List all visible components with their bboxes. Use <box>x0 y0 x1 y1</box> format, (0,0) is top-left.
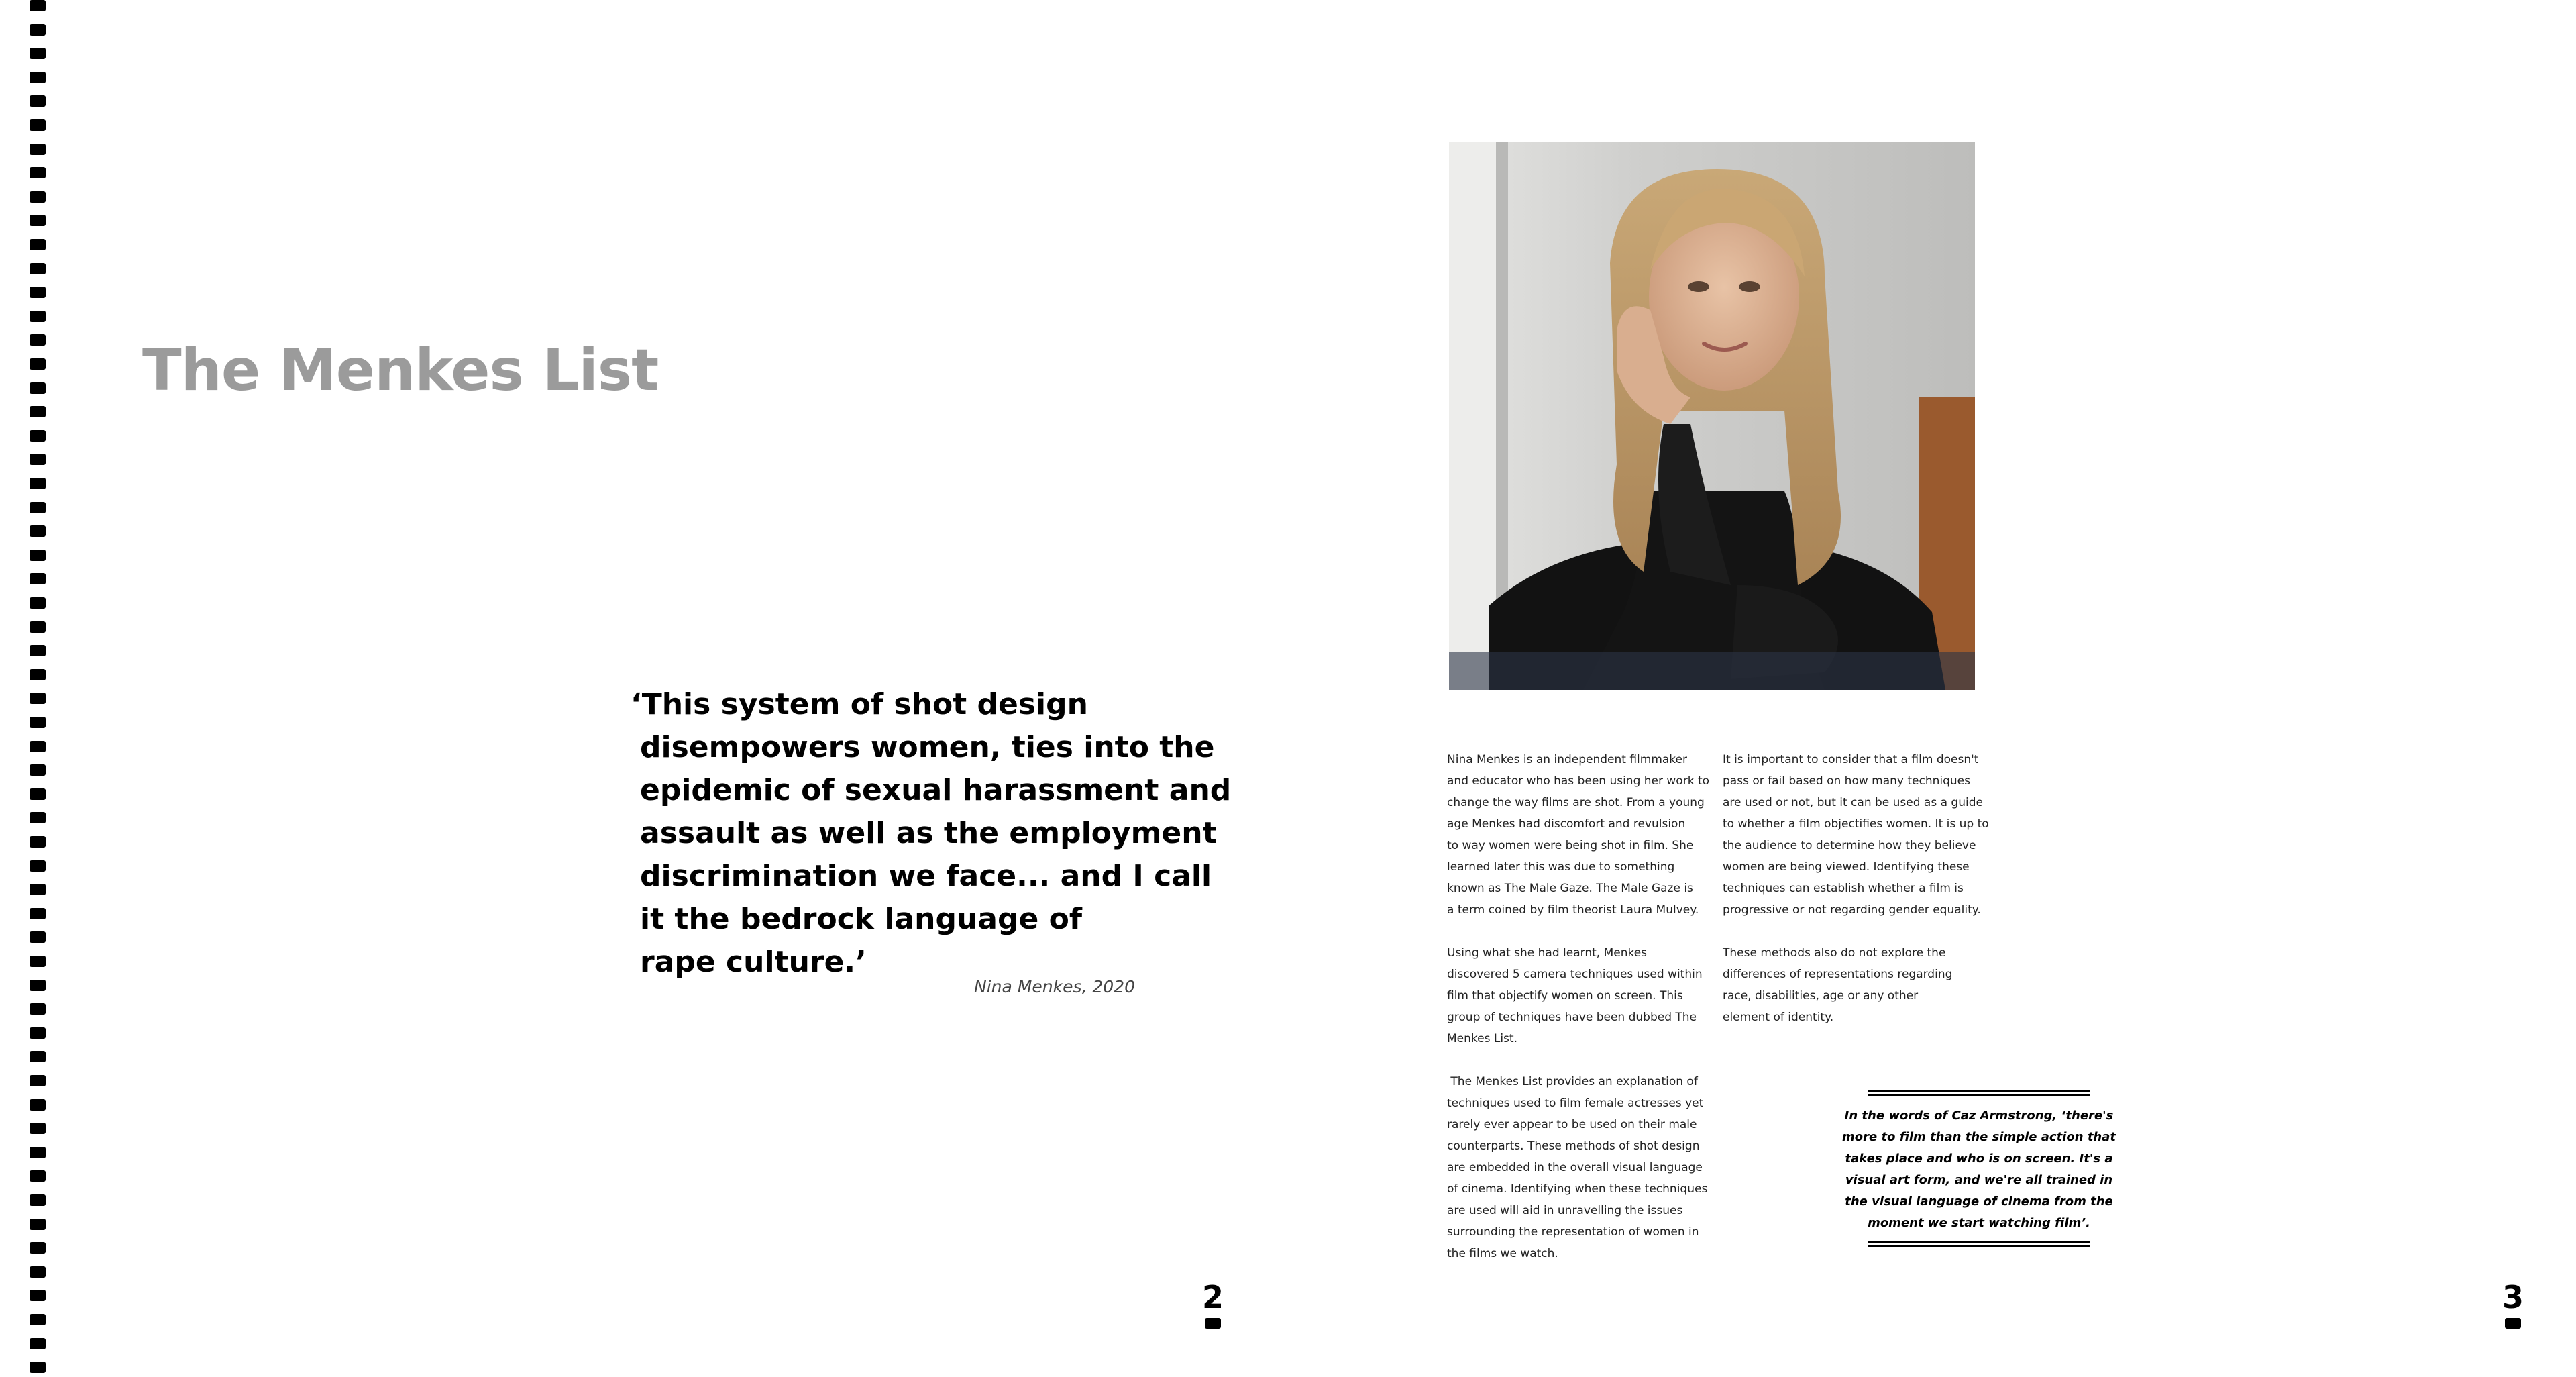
text-line: rarely ever appear to be used on their male <box>1447 1118 1697 1131</box>
portrait-photo <box>1449 142 1975 690</box>
body-column-1 <box>1447 749 1710 1264</box>
perforation-hole-icon <box>30 358 46 370</box>
text-line: differences of representations regarding <box>1723 968 1953 981</box>
text-line: a term coined by film theorist Laura Mulvey. <box>1447 903 1699 917</box>
top-double-rule <box>1868 1090 2090 1096</box>
perforation-hole-icon <box>30 956 46 967</box>
quote-line: rape culture.’ <box>640 945 867 979</box>
perforation-hole-icon <box>30 406 46 417</box>
perforation-hole-icon <box>30 144 46 155</box>
perforation-hole-icon <box>30 1170 46 1182</box>
text-line: These methods also do not explore the <box>1723 946 1946 960</box>
quote-line: disempowers women, ties into the <box>640 730 1215 764</box>
perforation-hole-icon <box>30 621 46 633</box>
page-marker-icon <box>2505 1318 2521 1329</box>
text-line: Using what she had learnt, Menkes <box>1447 946 1648 960</box>
perforation-hole-icon <box>30 48 46 59</box>
perforation-hole-icon <box>30 167 46 178</box>
perforation-hole-icon <box>30 95 46 107</box>
text-line: known as The Male Gaze. The Male Gaze is <box>1447 882 1693 895</box>
perforation-hole-icon <box>30 0 46 11</box>
perforation-hole-icon <box>30 1099 46 1111</box>
text-line: change the way films are shot. From a young <box>1447 796 1705 809</box>
perforation-hole-icon <box>30 693 46 704</box>
text-line: to way women were being shot in film. She <box>1447 839 1694 852</box>
text-line: progressive or not regarding gender equality. <box>1723 903 1981 917</box>
perforation-hole-icon <box>30 1362 46 1373</box>
page-number-left <box>1199 1279 1226 1329</box>
perforation-hole-icon <box>30 931 46 943</box>
text-line: element of identity. <box>1723 1011 1834 1024</box>
perforation-hole-icon <box>30 860 46 872</box>
text-line: surrounding the representation of women in <box>1447 1225 1699 1239</box>
perforation-hole-icon <box>30 1051 46 1062</box>
text-line: are used or not, but it can be used as a guide <box>1723 796 1983 809</box>
page-number-text: 2 <box>1201 1279 1224 1315</box>
perforation-hole-icon <box>30 263 46 274</box>
text-line: visual art form, and we're all trained in <box>1845 1173 2113 1187</box>
text-line: Nina Menkes is an independent filmmaker <box>1447 753 1687 766</box>
pull-quote <box>1838 1090 2120 1247</box>
text-line: women are being viewed. Identifying these <box>1723 860 1970 874</box>
paragraph <box>1723 749 1989 921</box>
perforation-hole-icon <box>30 788 46 800</box>
perforation-hole-icon <box>30 334 46 346</box>
text-line: the films we watch. <box>1447 1247 1558 1260</box>
text-line: techniques can establish whether a film is <box>1723 882 1964 895</box>
text-line: of cinema. Identifying when these techniques <box>1447 1182 1708 1196</box>
perforation-hole-icon <box>30 454 46 465</box>
text-line: the audience to determine how they believe <box>1723 839 1976 852</box>
perforation-hole-icon <box>30 1147 46 1158</box>
page-marker-icon <box>1205 1318 1221 1329</box>
text-line: counterparts. These methods of shot design <box>1447 1139 1700 1153</box>
quote-line: it the bedrock language of <box>640 902 1083 936</box>
bottom-double-rule <box>1868 1241 2090 1247</box>
perforation-hole-icon <box>30 884 46 895</box>
perforation-hole-icon <box>30 72 46 83</box>
perforation-hole-icon <box>30 597 46 609</box>
perforation-hole-icon <box>30 215 46 226</box>
paragraph <box>1447 749 1710 921</box>
paragraph <box>1447 1071 1708 1264</box>
text-line: film that objectify women on screen. This <box>1447 989 1683 1003</box>
text-line: Menkes List. <box>1447 1032 1517 1046</box>
text-line: the visual language of cinema from the <box>1845 1194 2113 1209</box>
perforation-hole-icon <box>30 311 46 322</box>
perforation-hole-icon <box>30 1075 46 1086</box>
perforation-hole-icon <box>30 287 46 298</box>
perforation-hole-icon <box>30 24 46 36</box>
text-line: age Menkes had discomfort and revulsion <box>1447 817 1686 831</box>
text-line: and educator who has been using her work to <box>1447 774 1710 788</box>
perforation-hole-icon <box>30 764 46 776</box>
perforation-hole-icon <box>30 980 46 991</box>
text-line: are embedded in the overall visual language <box>1447 1161 1703 1174</box>
body-column-2 <box>1723 749 1989 1028</box>
perforation-hole-icon <box>30 525 46 537</box>
perforation-hole-icon <box>30 741 46 752</box>
text-line: are used will aid in unravelling the issues <box>1447 1204 1683 1217</box>
quote-line: ‘This system of shot design <box>631 687 1088 721</box>
perforation-hole-icon <box>30 239 46 250</box>
menkes-quote <box>631 683 1232 984</box>
text-line: group of techniques have been dubbed The <box>1447 1011 1697 1024</box>
perforation-hole-icon <box>30 502 46 513</box>
page-title: The Menkes List <box>142 337 659 404</box>
text-line: discovered 5 camera techniques used within <box>1447 968 1703 981</box>
perforation-hole-icon <box>30 191 46 203</box>
perforation-hole-icon <box>30 812 46 823</box>
filmstrip-perforations <box>30 0 46 1377</box>
perforation-hole-icon <box>30 382 46 394</box>
text-line: The Menkes List provides an explanation of <box>1447 1075 1698 1088</box>
text-line: techniques used to film female actresses yet <box>1447 1096 1704 1110</box>
quote-attribution: Nina Menkes, 2020 <box>974 977 1135 997</box>
perforation-hole-icon <box>30 430 46 442</box>
perforation-hole-icon <box>30 1194 46 1206</box>
perforation-hole-icon <box>30 119 46 131</box>
text-line: In the words of Caz Armstrong, ‘there's <box>1844 1109 2114 1123</box>
text-line: It is important to consider that a film doesn't <box>1723 753 1979 766</box>
text-line: learned later this was due to something <box>1447 860 1675 874</box>
quote-line: assault as well as the employment <box>640 816 1217 850</box>
pull-quote-text <box>1838 1096 2120 1241</box>
page-number-text: 3 <box>2502 1279 2524 1315</box>
perforation-hole-icon <box>30 1314 46 1325</box>
text-line: race, disabilities, age or any other <box>1723 989 1919 1003</box>
text-line: pass or fail based on how many techniques <box>1723 774 1970 788</box>
portrait-image <box>1449 142 1975 690</box>
text-line: moment we start watching film’. <box>1868 1216 2090 1230</box>
paragraph <box>1447 942 1702 1050</box>
perforation-hole-icon <box>30 1027 46 1039</box>
perforation-hole-icon <box>30 478 46 489</box>
perforation-hole-icon <box>30 1219 46 1230</box>
perforation-hole-icon <box>30 1338 46 1349</box>
perforation-hole-icon <box>30 1003 46 1015</box>
text-line: more to film than the simple action that <box>1842 1130 2116 1144</box>
paragraph <box>1723 942 1978 1028</box>
quote-line: epidemic of sexual harassment and <box>640 773 1232 807</box>
perforation-hole-icon <box>30 550 46 561</box>
perforation-hole-icon <box>30 1242 46 1254</box>
perforation-hole-icon <box>30 1266 46 1278</box>
perforation-hole-icon <box>30 836 46 848</box>
page-number-right <box>2500 1279 2526 1329</box>
perforation-hole-icon <box>30 669 46 680</box>
perforation-hole-icon <box>30 645 46 656</box>
text-line: to whether a film objectifies women. It is up to <box>1723 817 1989 831</box>
perforation-hole-icon <box>30 1290 46 1301</box>
quote-line: discrimination we face... and I call <box>640 859 1212 893</box>
perforation-hole-icon <box>30 717 46 728</box>
text-line: takes place and who is on screen. It's a <box>1845 1152 2113 1166</box>
perforation-hole-icon <box>30 573 46 584</box>
perforation-hole-icon <box>30 908 46 919</box>
perforation-hole-icon <box>30 1123 46 1134</box>
